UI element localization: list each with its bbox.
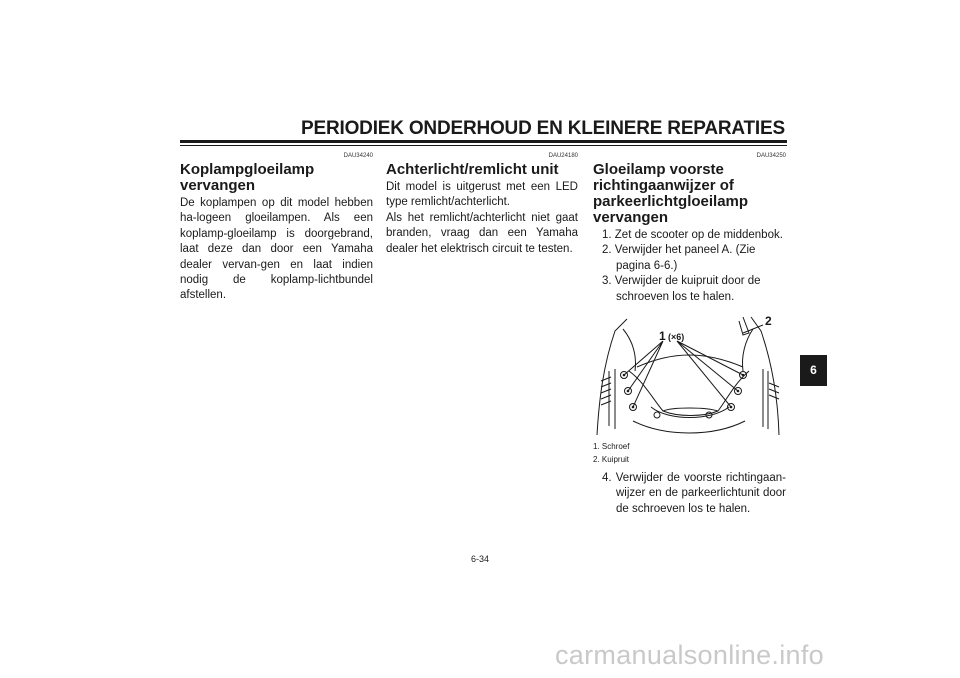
figure-label-1: 1 [659,329,666,344]
section-code: DAU34240 [343,153,373,159]
step-item: 3. Verwijder de kuipruit door de schroeven los te halen. [602,275,761,303]
steps-list-continued [593,471,786,517]
figure-label-1-qty: (×6) [668,332,685,343]
section-heading: Achterlicht/remlicht unit [386,161,559,178]
section-code: DAU24180 [548,153,578,159]
step-item: 4. Verwijder de voorste richtingaan-wijzer en de parkeerlichtunit door de schroeven los te halen. [602,472,786,515]
step-item: 2. Verwijder het paneel A. (Zie pagina 6-6.) [602,244,756,272]
windscreen-illustration [593,311,786,439]
section-headlamp [180,152,373,304]
section-heading: Koplampgloeilamp vervangen [180,161,315,194]
step-item: 1. Zet de scooter op de middenbok. [602,229,783,241]
windscreen-drawing [593,311,786,439]
figure-label-2: 2 [765,314,772,329]
watermark: carmanualsonline.info [555,640,824,670]
section-turn-signal [593,152,786,517]
section-body: De koplampen op dit model hebben ha-logeen gloeilampen. Als een koplamp-gloeilamp is doorgebrand, laat deze dan door een Yamaha dealer vervan-gen en laat indien nodig de koplamp-lichtbundel afstellen. [180,197,373,302]
section-code: DAU34250 [756,153,786,159]
figure-caption: 2. Kuipruit [593,455,630,465]
section-taillight [386,152,578,257]
steps-list [593,228,786,305]
page-title: PERIODIEK ONDERHOUD EN KLEINERE REPARATIES [301,118,785,139]
header-rule-thick [180,140,787,143]
section-paragraph: Als het remlicht/achterlicht niet gaat branden, vraag dan een Yamaha dealer het elektrisch circuit te testen. [386,211,578,255]
chapter-tab: 6 [800,355,827,386]
section-heading: Gloeilamp voorste richtingaanwijzer of parkeerlichtgloeilamp vervangen [593,161,749,226]
figure-caption: 1. Schroef [593,442,630,452]
header-rule-thin [180,145,787,146]
section-paragraph: Dit model is uitgerust met een LED type remlicht/achterlicht. [386,181,578,209]
page-number: 6-34 [470,554,489,564]
